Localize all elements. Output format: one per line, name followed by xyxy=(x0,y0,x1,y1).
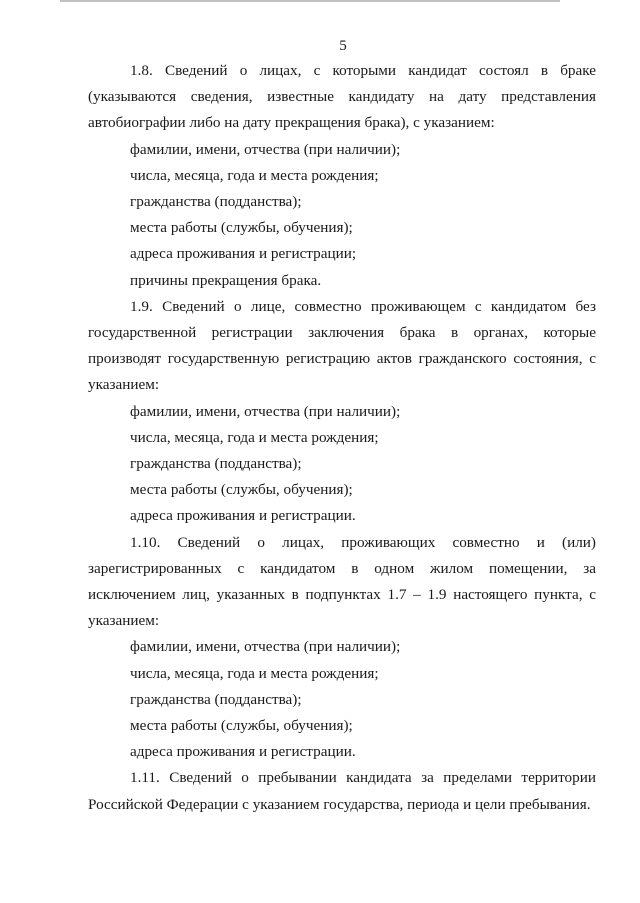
list-item: фамилии, имени, отчества (при наличии); xyxy=(130,140,401,158)
page-number: 5 xyxy=(339,38,347,54)
paragraph-1-11: 1.11. Сведений о пребывании кандидата за пределами территории Российской Федерации с указанием государства, периода и цели пребывания. xyxy=(88,769,596,813)
list-item: адреса проживания и регистрации; xyxy=(130,245,357,263)
list-item: фамилии, имени, отчества (при наличии); xyxy=(130,638,401,656)
list-item: гражданства (подданства); xyxy=(130,690,302,708)
list-item: фамилии, имени, отчества (при наличии); xyxy=(130,402,401,420)
list-item: числа, месяца, года и места рождения; xyxy=(130,166,379,184)
list-item: адреса проживания и регистрации. xyxy=(130,743,356,761)
document-body xyxy=(88,58,596,818)
list-item: числа, месяца, года и места рождения; xyxy=(130,664,379,682)
list-item: адреса проживания и регистрации. xyxy=(130,507,356,525)
list-item: гражданства (подданства); xyxy=(130,455,302,473)
list-item: места работы (службы, обучения); xyxy=(130,717,353,735)
paragraph-1-8: 1.8. Сведений о лицах, с которыми кандидат состоял в браке (указываются сведения, известные кандидату на дату представления автобиографии либо на дату прекращения брака), с указанием: xyxy=(88,62,596,132)
list-item: места работы (службы, обучения); xyxy=(130,481,353,499)
paragraph-1-10: 1.10. Сведений о лицах, проживающих совместно и (или) зарегистрированных с кандидатом в одном жилом помещении, за исключением лиц, указанных в подпунктах 1.7 – 1.9 настоящего пункта, с указанием: xyxy=(88,533,596,630)
list-item: причины прекращения брака. xyxy=(130,271,322,289)
list-item: гражданства (подданства); xyxy=(130,193,302,211)
list-item: числа, месяца, года и места рождения; xyxy=(130,428,379,446)
list-item: места работы (службы, обучения); xyxy=(130,219,353,237)
scan-top-edge xyxy=(60,0,560,2)
paragraph-1-9: 1.9. Сведений о лице, совместно проживающем с кандидатом без государственной регистрации заключения брака в органах, которые производят государственную регистрацию актов гражданского состояния, с указанием: xyxy=(88,297,596,394)
